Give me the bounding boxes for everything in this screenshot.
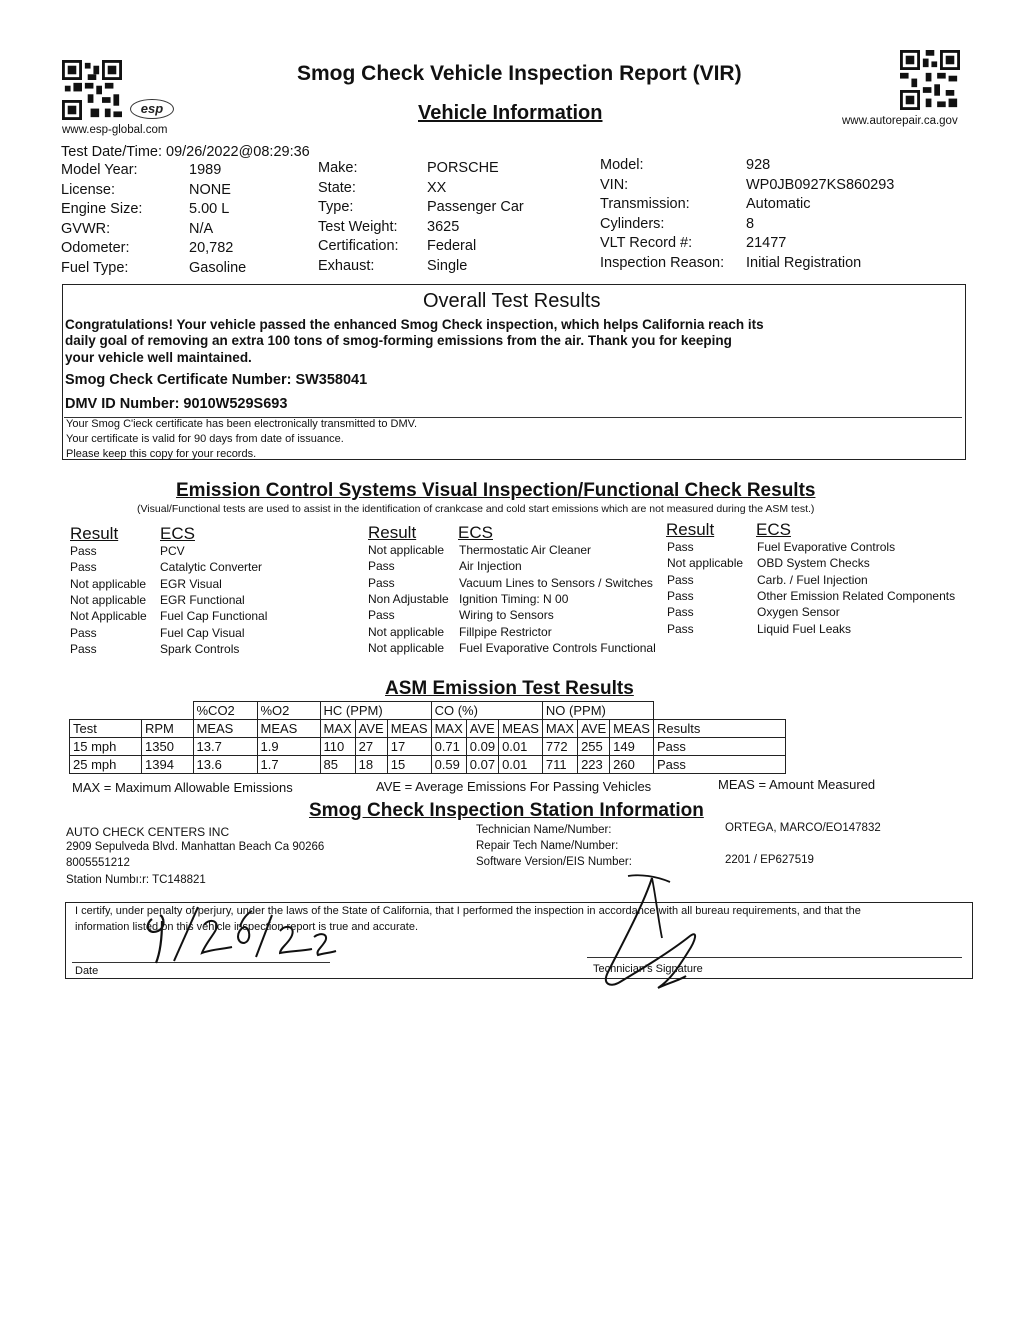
ecs-result: Not applicable: [70, 592, 147, 607]
vehicle-field-value: N/A: [189, 220, 214, 237]
dmv-id-number: DMV ID Number: 9010W529S693: [65, 396, 288, 412]
group-header-co2: %CO2: [193, 702, 257, 720]
asm-cell: 25 mph: [70, 756, 142, 774]
ecs-note: (Visual/Functional tests are used to assist in the identification of crankcase and cold start emissions which are not measured during the ASM test.): [137, 503, 815, 515]
group-header-co: CO (%): [431, 702, 542, 720]
asm-column-header-row: [70, 720, 786, 738]
asm-heading: ASM Emission Test Results: [385, 678, 634, 699]
vehicle-field-label: Make:: [318, 160, 358, 176]
vehicle-field-label: Type:: [318, 199, 354, 215]
vehicle-field-value: WP0JB0927KS860293: [746, 176, 895, 193]
table-row: [70, 738, 786, 756]
ecs-result: Not applicable: [667, 556, 744, 571]
ecs-item: Liquid Fuel Leaks: [757, 621, 852, 636]
test-datetime-label: Test Date/Time:: [61, 144, 162, 160]
ecs-item: Vacuum Lines to Sensors / Switches: [459, 575, 653, 590]
report-title: Smog Check Vehicle Inspection Report (VIR): [297, 62, 742, 85]
qr-code-left: [62, 60, 122, 120]
asm-cell: 260: [610, 756, 654, 774]
vehicle-field-value: NONE: [189, 181, 231, 198]
group-header-no: NO (PPM): [542, 702, 653, 720]
asm-cell: 1394: [142, 756, 194, 774]
vehicle-field-label: Certification:: [318, 238, 399, 254]
vehicle-field-value: 20,782: [189, 240, 234, 256]
asm-column-header: MEAS: [499, 720, 543, 738]
legend-meas: MEAS = Amount Measured: [718, 777, 876, 792]
vehicle-field-label: Inspection Reason:: [600, 254, 725, 271]
vehicle-field-label: Model Year:: [61, 162, 138, 178]
ecs-result: Pass: [368, 575, 395, 590]
ecs-result-header-3: Result: [666, 520, 715, 539]
qr-code-right: [900, 50, 960, 110]
asm-column-header: MEAS: [610, 720, 654, 738]
ecs-item: Catalytic Converter: [160, 560, 263, 575]
vehicle-field-label: Odometer:: [61, 240, 130, 256]
ecs-heading: Emission Control Systems Visual Inspection/Functional Check Results: [176, 480, 816, 501]
vehicle-field-label: VLT Record #:: [600, 235, 693, 251]
vehicle-field-label: Engine Size:: [61, 201, 143, 217]
asm-cell: 13.6: [193, 756, 257, 774]
asm-cell: 0.01: [499, 738, 543, 756]
legend-ave: AVE = Average Emissions For Passing Vehicles: [376, 779, 652, 794]
asm-cell: 0.59: [431, 756, 466, 774]
software-label: Software Version/EIS Number:: [476, 856, 632, 868]
ecs-result-header-1: Result: [70, 524, 119, 543]
ecs-result: Pass: [368, 608, 395, 623]
ecs-item: Oxygen Sensor: [757, 605, 840, 620]
asm-cell: 0.07: [466, 756, 498, 774]
vehicle-field-label: Exhaust:: [318, 257, 375, 274]
asm-cell: 15 mph: [70, 738, 142, 756]
ecs-result: Non Adjustable: [368, 591, 449, 606]
vehicle-field-label: GVWR:: [61, 220, 111, 237]
ecs-result: Pass: [70, 641, 97, 656]
vehicle-field-value: Initial Registration: [746, 254, 862, 271]
asm-cell: 27: [355, 738, 387, 756]
overall-results-title: Overall Test Results: [423, 290, 601, 312]
vehicle-field-value: 5.00 L: [189, 201, 230, 217]
asm-cell: 1.7: [257, 756, 320, 774]
ecs-result: Pass: [667, 588, 694, 603]
station-name: AUTO CHECK CENTERS INC: [66, 825, 230, 839]
ecs-item: Thermostatic Air Cleaner: [459, 543, 592, 557]
ecs-item: Fillpipe Restrictor: [459, 624, 552, 639]
ecs-ecs-header-3: ECS: [756, 520, 791, 539]
asm-cell: 711: [542, 756, 577, 774]
ecs-item: Carb. / Fuel Injection: [757, 572, 868, 587]
vehicle-field-label: State:: [318, 179, 356, 196]
ecs-result: Not applicable: [70, 576, 147, 591]
overall-message-line-1: Congratulations! Your vehicle passed the enhanced Smog Check inspection, which helps California reach its: [65, 317, 764, 332]
asm-cell: 255: [578, 738, 610, 756]
overall-note-2: Your certificate is valid for 90 days from date of issuance.: [66, 433, 344, 445]
vehicle-field-label: Test Weight:: [318, 218, 398, 235]
asm-cell: 17: [387, 738, 431, 756]
asm-cell: 0.71: [431, 738, 466, 756]
asm-column-header: MAX: [431, 720, 466, 738]
vehicle-field-label: Fuel Type:: [61, 259, 129, 276]
vehicle-field-label: License:: [61, 181, 116, 198]
ecs-result-header-2: Result: [368, 523, 417, 542]
vehicle-field-value: XX: [427, 179, 447, 196]
vehicle-field-value: 928: [746, 157, 771, 173]
vehicle-field-value: 8: [746, 215, 755, 232]
ecs-result: Not applicable: [368, 640, 445, 655]
overall-note-1: Your Smog C'ieck certificate has been electronically transmitted to DMV.: [66, 418, 418, 430]
station-address: 2909 Sepulveda Blvd. Manhattan Beach Ca 90266: [66, 841, 325, 853]
vehicle-field-value: PORSCHE: [427, 160, 499, 176]
ecs-result: Pass: [667, 621, 694, 636]
overall-message-line-2: daily goal of removing an extra 100 tons of smog-forming emissions from the air. Thank you for keeping: [65, 333, 732, 348]
asm-cell: 0.09: [466, 738, 498, 756]
ecs-item: OBD System Checks: [757, 556, 870, 571]
vehicle-field-value: Passenger Car: [427, 199, 524, 215]
ecs-item: Wiring to Sensors: [459, 608, 554, 623]
asm-cell: 18: [355, 756, 387, 774]
certification-text-1: I certify, under penalty of perjury, under the laws of the State of California, that I performed the inspection in accordance with all bureau requirements, and that the: [75, 905, 861, 917]
asm-column-header: RPM: [142, 720, 194, 738]
ecs-result: Not applicable: [368, 543, 445, 557]
ecs-ecs-header-2: ECS: [458, 523, 493, 542]
vehicle-field-value: Federal: [427, 238, 477, 254]
ecs-result: Pass: [368, 559, 395, 574]
ecs-result: Not applicable: [368, 624, 445, 639]
asm-column-header: MEAS: [257, 720, 320, 738]
asm-cell: 1.9: [257, 738, 320, 756]
vehicle-field-value: Automatic: [746, 196, 811, 212]
ecs-result: Pass: [70, 625, 97, 640]
ecs-item: PCV: [160, 544, 185, 558]
asm-cell: Pass: [653, 738, 786, 756]
ecs-item: Ignition Timing: N 00: [459, 591, 569, 606]
station-heading: Smog Check Inspection Station Information: [309, 800, 704, 821]
ecs-item: EGR Functional: [160, 592, 245, 607]
asm-cell: 15: [387, 756, 431, 774]
asm-cell: 149: [610, 738, 654, 756]
vehicle-field-value: Single: [427, 257, 468, 274]
date-label: Date: [75, 965, 99, 977]
technician-value: ORTEGA, MARCO/EO147832: [725, 822, 881, 834]
certificate-number: Smog Check Certificate Number: SW358041: [65, 372, 368, 388]
vehicle-field-value: Gasoline: [189, 259, 247, 276]
ecs-item: Spark Controls: [160, 641, 240, 656]
ecs-result: Pass: [70, 544, 97, 558]
repair-tech-label: Repair Tech Name/Number:: [476, 840, 619, 852]
vehicle-field-value: 1989: [189, 162, 222, 178]
esp-logo: esp: [130, 99, 174, 119]
ecs-item: Air Injection: [459, 559, 522, 574]
vehicle-field-label: Model:: [600, 157, 644, 173]
signature-label: Technician's Signature: [593, 963, 703, 975]
asm-column-header: AVE: [466, 720, 498, 738]
asm-column-header: AVE: [578, 720, 610, 738]
vehicle-field-value: 3625: [427, 218, 460, 235]
ecs-result: Pass: [667, 605, 694, 620]
asm-cell: 223: [578, 756, 610, 774]
ecs-item: Other Emission Related Components: [757, 588, 956, 603]
asm-cell: 772: [542, 738, 577, 756]
ecs-item: Fuel Evaporative Controls: [757, 540, 896, 554]
asm-column-header: MEAS: [193, 720, 257, 738]
ecs-item: Fuel Evaporative Controls Functional: [459, 640, 656, 655]
asm-cell: 0.01: [499, 756, 543, 774]
qr-code-icon: [900, 50, 960, 110]
ecs-ecs-header-1: ECS: [160, 524, 195, 543]
test-datetime-value: 09/26/2022@08:29:36: [166, 144, 310, 160]
asm-column-header: MEAS: [387, 720, 431, 738]
ecs-item: Fuel Cap Visual: [160, 625, 245, 640]
asm-column-header: MAX: [320, 720, 355, 738]
overall-note-3: Please keep this copy for your records.: [66, 448, 257, 460]
asm-cell: 110: [320, 738, 355, 756]
ecs-item: EGR Visual: [160, 576, 222, 591]
software-value: 2201 / EP627519: [725, 854, 814, 866]
ecs-result: Pass: [667, 540, 694, 554]
ecs-result: Pass: [667, 572, 694, 587]
ecs-result: Pass: [70, 560, 97, 575]
asm-column-header: Test: [70, 720, 142, 738]
vehicle-field-value: 21477: [746, 235, 787, 251]
table-row: [70, 756, 786, 774]
asm-cell: 1350: [142, 738, 194, 756]
asm-group-header-row: [70, 702, 786, 720]
asm-column-header: MAX: [542, 720, 577, 738]
asm-column-header: Results: [653, 720, 786, 738]
technician-signature: [580, 868, 730, 1003]
asm-results-table: [69, 701, 786, 774]
vehicle-info-heading: Vehicle Information: [418, 102, 603, 124]
asm-cell: Pass: [653, 756, 786, 774]
certification-text-2: information listed on this vehicle inspection report is true and accurate.: [75, 921, 419, 933]
asm-column-header: AVE: [355, 720, 387, 738]
vehicle-field-label: VIN:: [600, 176, 629, 193]
legend-max: MAX = Maximum Allowable Emissions: [72, 780, 293, 795]
ecs-result: Not Applicable: [70, 609, 147, 624]
asm-cell: 13.7: [193, 738, 257, 756]
ecs-item: Fuel Cap Functional: [160, 609, 268, 624]
station-phone: 8005551212: [66, 857, 130, 869]
vehicle-field-label: Cylinders:: [600, 215, 665, 232]
handwritten-date-signature: [140, 897, 340, 967]
qr-code-icon: [62, 60, 122, 120]
vehicle-field-label: Transmission:: [600, 196, 690, 212]
group-header-hc: HC (PPM): [320, 702, 431, 720]
station-number: Station Numbı:r: TC148821: [66, 874, 206, 886]
technician-label: Technician Name/Number:: [476, 824, 612, 836]
esp-url: www.esp-global.com: [62, 124, 168, 136]
autorepair-url: www.autorepair.ca.gov: [842, 115, 958, 127]
asm-cell: 85: [320, 756, 355, 774]
group-header-o2: %O2: [257, 702, 320, 720]
overall-message-line-3: your vehicle well maintained.: [65, 350, 252, 365]
